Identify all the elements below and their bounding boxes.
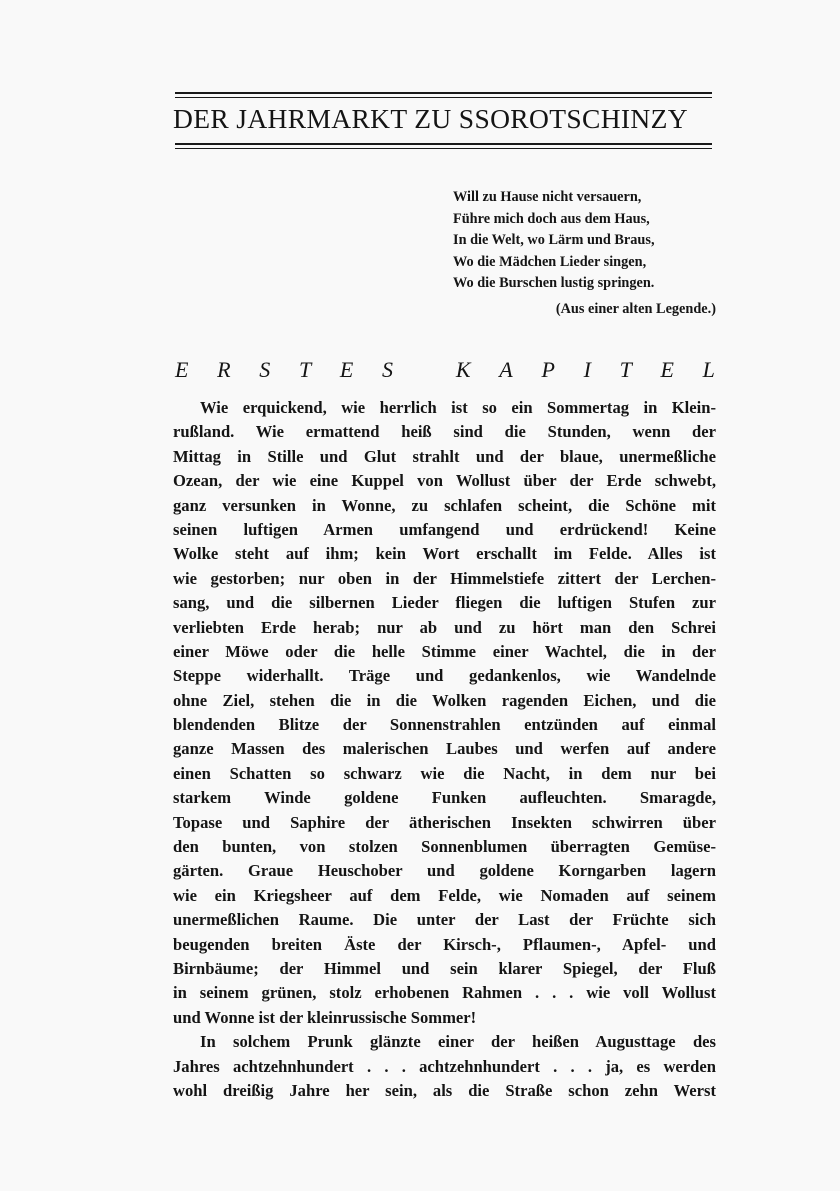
- epigraph-line: Wo die Mädchen Lieder singen,: [453, 253, 647, 270]
- chapter-word-gap: [422, 357, 428, 387]
- text-line: Mittag in Stille und Glut strahlt und der blaue, unermeßliche: [173, 446, 716, 466]
- text-line: Birnbäume; der Himmel und sein klarer Spiegel, der Fluß: [173, 958, 716, 978]
- text-line: ohne Ziel, stehen die in die Wolken ragenden Eichen, und die: [173, 690, 716, 710]
- body-text: [173, 396, 716, 1103]
- text-line: gärten. Graue Heuschober und goldene Korngarben lagern: [173, 861, 716, 881]
- chapter-letter: E: [339, 357, 354, 382]
- text-line: ganze Massen des malerischen Laubes und werfen auf andere: [173, 739, 716, 759]
- epigraph-source: (Aus einer alten Legende.): [555, 301, 716, 317]
- chapter-letter: E: [660, 357, 674, 382]
- page-title: DER JAHRMARKT ZU SSOROTSCHINZY: [173, 103, 688, 134]
- chapter-letter: S: [259, 357, 271, 382]
- title-top-rule: [175, 92, 712, 94]
- chapter-letter: A: [499, 357, 513, 382]
- chapter-letter: I: [583, 357, 591, 382]
- text-line: Topase und Saphire der ätherischen Insekten schwirren über: [173, 812, 716, 832]
- text-line: und Wonne ist der kleinrussische Sommer!: [173, 1007, 477, 1027]
- epigraph: [453, 187, 723, 295]
- text-line: Steppe widerhallt. Träge und gedankenlos, wie Wandelnde: [173, 666, 716, 686]
- epigraph-line: Führe mich doch aus dem Haus,: [453, 210, 650, 227]
- text-line: einen Schatten so schwarz wie die Nacht, in dem nur bei: [173, 763, 716, 783]
- text-line: wie gestorben; nur oben in der Himmelstiefe zittert der Lerchen-: [173, 568, 716, 588]
- chapter-letter: L: [702, 357, 715, 382]
- text-line: Ozean, der wie eine Kuppel von Wollust über der Erde schwebt,: [173, 471, 716, 491]
- text-line: Wie erquickend, wie herrlich ist so ein Sommertag in Klein-: [200, 398, 716, 417]
- text-line: verliebten Erde herab; nur ab und zu hört man den Schrei: [173, 617, 716, 637]
- epigraph-line: Will zu Hause nicht versauern,: [453, 189, 642, 205]
- text-line: in seinem grünen, stolz erhobenen Rahmen . . . wie voll Wollust: [173, 983, 716, 1003]
- chapter-letter: K: [455, 357, 471, 382]
- text-line: Jahres achtzehnhundert . . . achtzehnhundert . . . ja, es werden: [173, 1056, 716, 1076]
- text-line: In solchem Prunk glänzte einer der heißen Augusttage des: [200, 1032, 716, 1052]
- epigraph-line: In die Welt, wo Lärm und Braus,: [453, 232, 655, 248]
- text-line: den bunten, von stolzen Sonnenblumen überragten Gemüse-: [173, 837, 716, 857]
- chapter-letter: R: [217, 357, 231, 382]
- text-line: wohl dreißig Jahre her sein, als die Straße schon zehn Werst: [173, 1080, 716, 1100]
- text-line: beugenden breiten Äste der Kirsch-, Pflaumen-, Apfel- und: [173, 934, 716, 954]
- text-line: sang, und die silbernen Lieder fliegen die luftigen Stufen zur: [173, 593, 716, 613]
- text-line: ganz versunken in Wonne, zu schlafen scheint, die Schöne mit: [173, 495, 716, 515]
- text-line: wie ein Kriegsheer auf dem Felde, wie Nomaden auf seinem: [173, 885, 716, 905]
- text-line: starkem Winde goldene Funken aufleuchten. Smaragde,: [173, 788, 716, 808]
- title-top-thin-rule: [175, 97, 712, 98]
- chapter-letter: T: [619, 357, 632, 382]
- chapter-letter: E: [175, 357, 189, 382]
- text-line: unermeßlichen Raume. Die unter der Last der Früchte sich: [173, 910, 716, 930]
- chapter-letter: S: [382, 357, 394, 382]
- chapter-heading: [175, 357, 715, 387]
- text-line: Wolke steht auf ihm; kein Wort erschallt im Felde. Alles ist: [173, 544, 716, 564]
- text-line: einer Möwe oder die helle Stimme einer Wachtel, die in der: [173, 641, 716, 661]
- title-bottom-thin-rule: [175, 148, 712, 149]
- text-line: rußland. Wie ermattend heiß sind die Stunden, wenn der: [173, 422, 716, 442]
- epigraph-line: Wo die Burschen lustig springen.: [453, 275, 655, 291]
- text-line: seinen luftigen Armen umfangend und erdrückend! Keine: [173, 519, 716, 539]
- text-line: blendenden Blitze der Sonnenstrahlen entzünden auf einmal: [173, 715, 716, 735]
- title-bottom-rule: [175, 143, 712, 145]
- chapter-letter: T: [298, 357, 312, 382]
- chapter-letter: P: [541, 357, 555, 382]
